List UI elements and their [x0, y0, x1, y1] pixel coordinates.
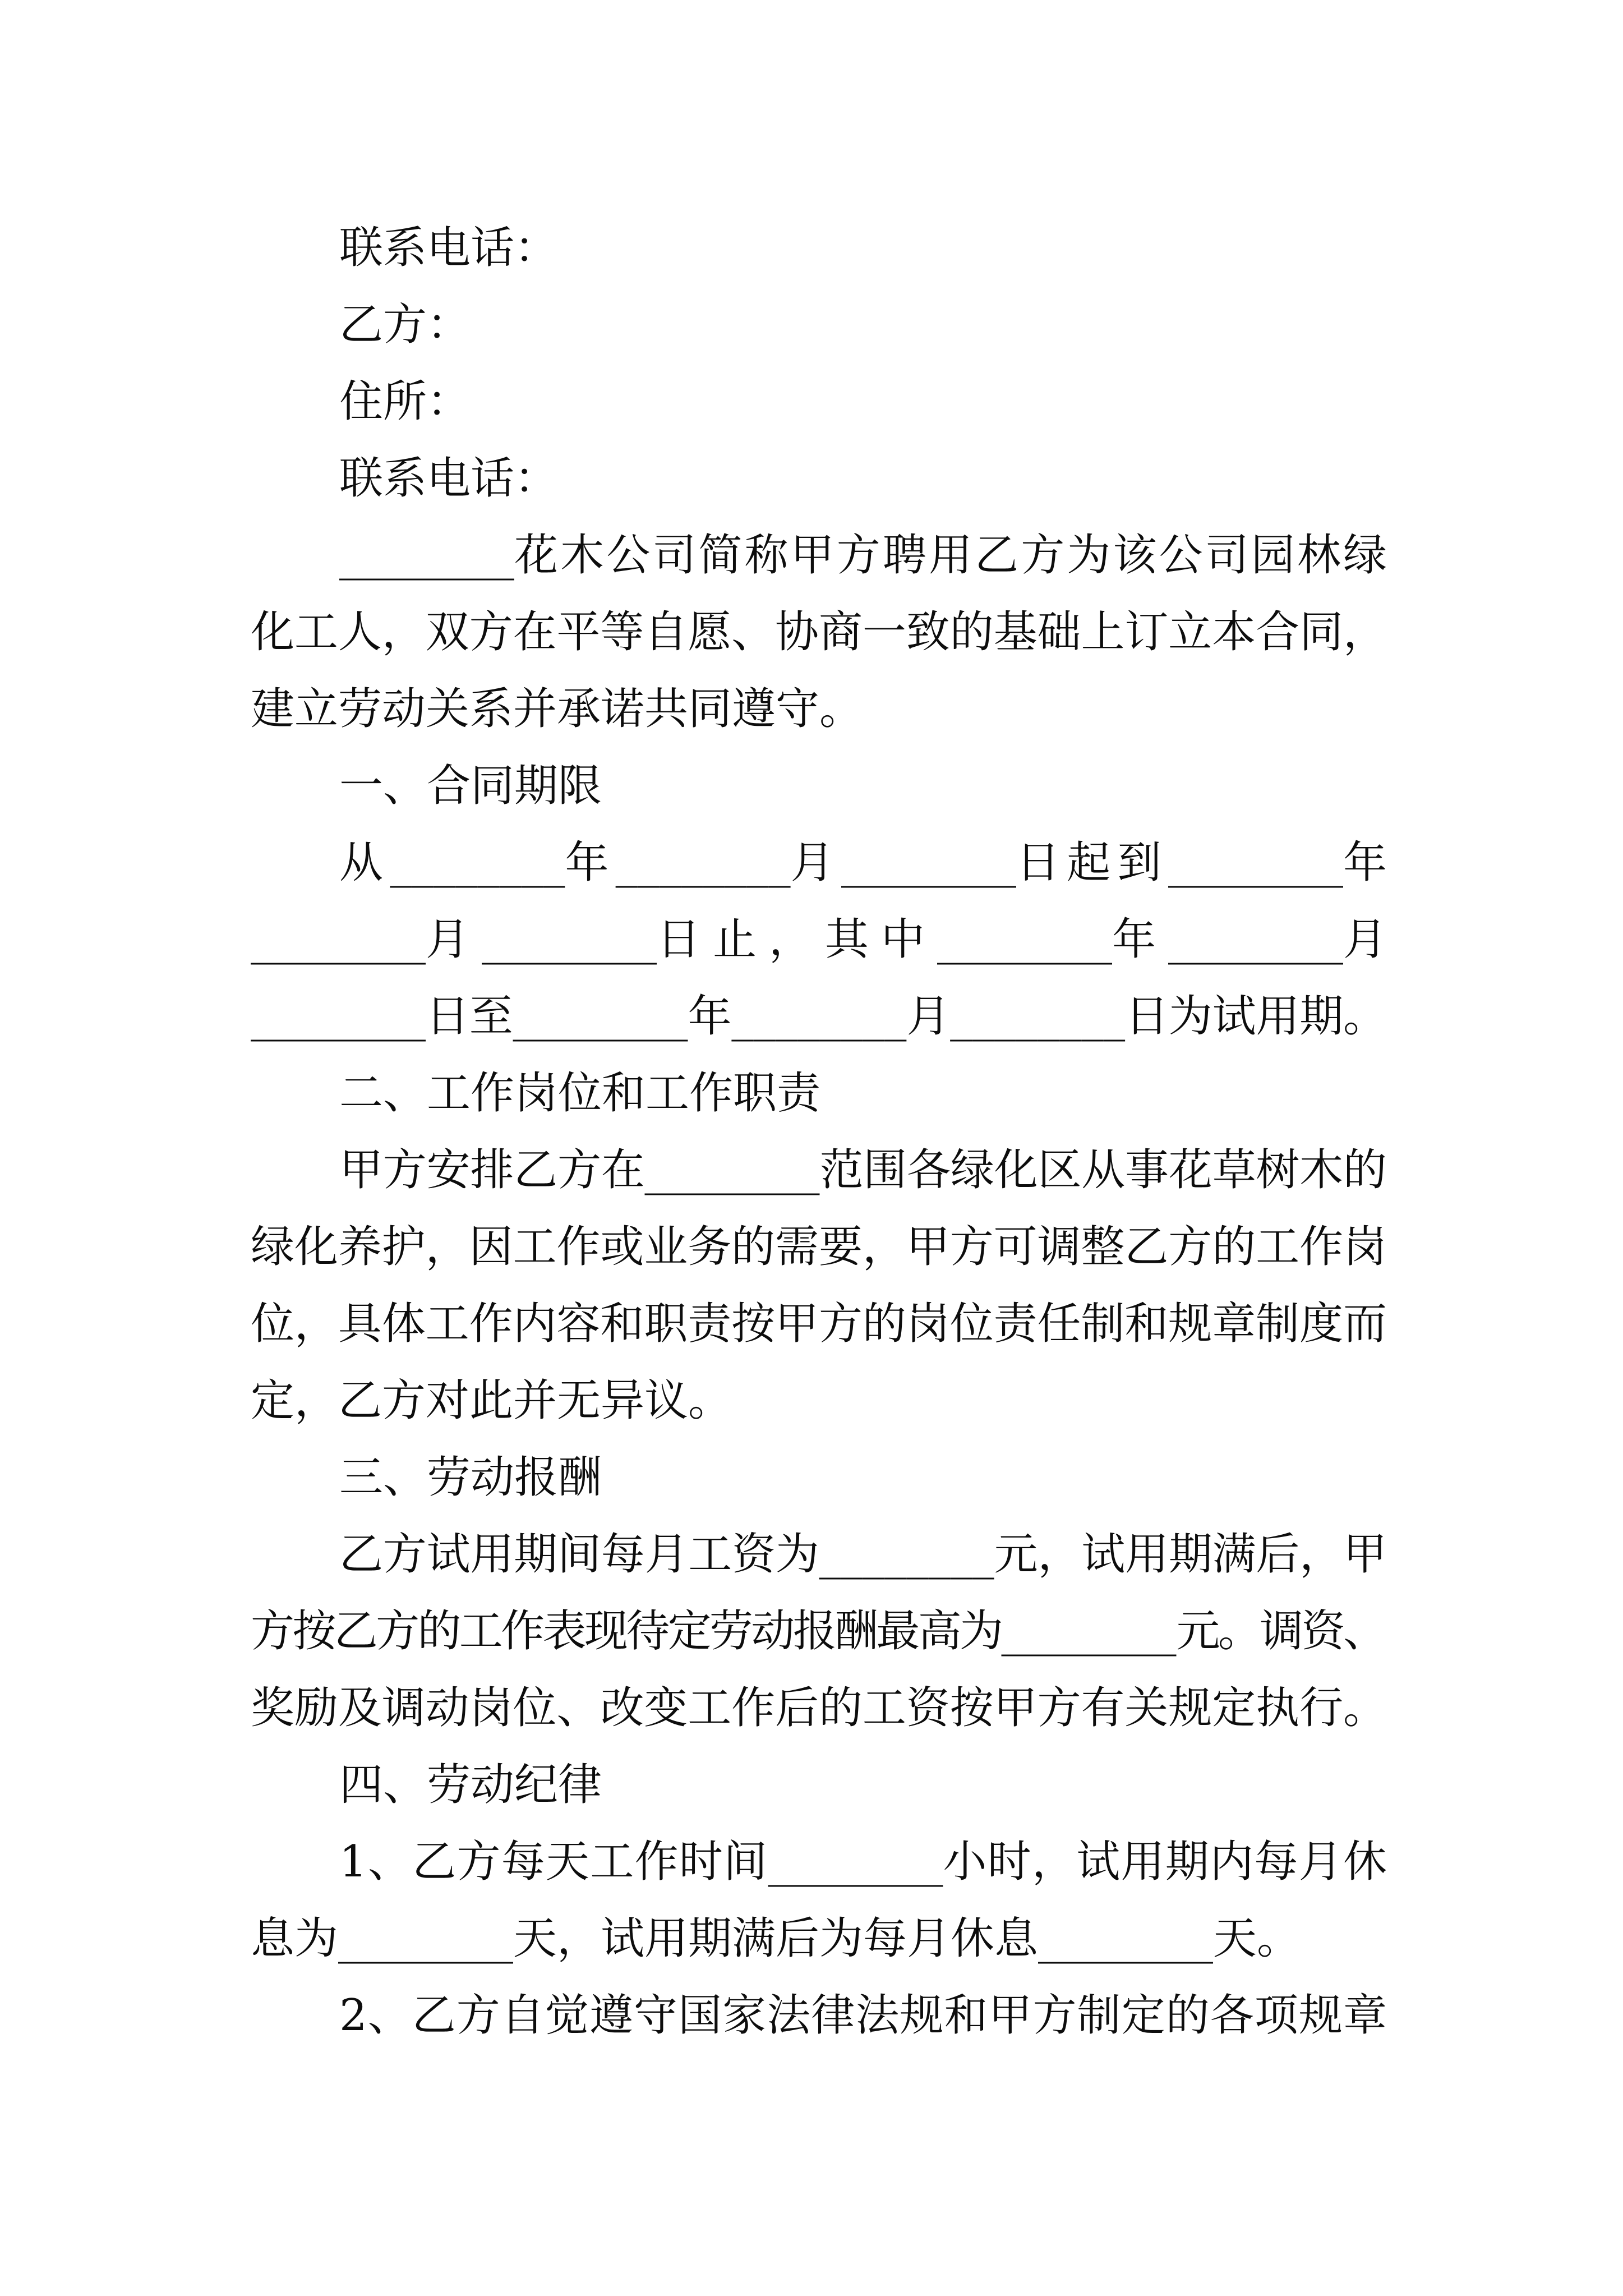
fill-in-blank: ________: [841, 838, 1016, 888]
paragraph: [251, 825, 1399, 1055]
paragraph-item-2: [251, 1977, 1387, 2054]
fill-in-blank: ________: [1001, 1606, 1177, 1657]
section-contract-term: [251, 748, 1399, 1055]
section-job-position: [251, 1055, 1387, 1439]
fill-in-blank: ________: [615, 838, 791, 888]
preamble-paragraph: [251, 517, 1390, 748]
section-remuneration: [251, 1439, 1387, 1747]
fill-in-blank: ________: [1168, 914, 1343, 965]
fill-in-blank: ________: [937, 914, 1112, 965]
party-b-contact-phone-label: 联系电话：: [339, 453, 559, 504]
text-line: 甲方安排乙方在________范围各绿化区从事花草树木的: [339, 1145, 1387, 1195]
fill-in-blank: ________: [819, 1529, 994, 1580]
text-line: 定，乙方对此并无异议。: [251, 1375, 732, 1426]
paragraph: [251, 1516, 1387, 1747]
party-a-contact-phone-label: 联系电话：: [339, 223, 559, 273]
fill-in-blank: ________: [1038, 1913, 1214, 1964]
section-heading: 二、工作岗位和工作职责: [339, 1068, 821, 1119]
text-line: ________日至________年________月________日为试用期。: [251, 991, 1387, 1042]
party-b-address-label: 住所：: [339, 376, 471, 427]
fill-in-blank: ________: [731, 991, 907, 1042]
fill-in-blank: ________: [513, 991, 688, 1042]
section-heading: 四、劳动纪律: [339, 1760, 602, 1810]
paragraph: [251, 1132, 1387, 1439]
fill-in-blank: ________: [251, 991, 426, 1042]
section-heading: 三、劳动报酬: [339, 1452, 602, 1503]
section-heading: 一、合同期限: [339, 761, 602, 811]
party-info: [251, 210, 1387, 517]
text-line: 位，具体工作内容和职责按甲方的岗位责任制和规章制度而: [251, 1299, 1387, 1349]
section-labor-discipline: [251, 1747, 1387, 2054]
text-line: 息为________天，试用期满后为每月休息________天。: [251, 1913, 1301, 1964]
contract-page: [251, 210, 1399, 2054]
fill-in-blank: ________: [950, 991, 1126, 1042]
fill-in-blank: ________: [768, 1837, 943, 1887]
text-line: ________花木公司简称甲方聘用乙方为该公司园林绿: [339, 530, 1390, 581]
text-line: 方按乙方的工作表现待定劳动报酬最高为________元。调资、: [251, 1606, 1385, 1657]
text-line: 乙方试用期间每月工资为________元，试用期满后，甲: [339, 1529, 1387, 1580]
text-line: ________月________日止，其中________年________月: [251, 914, 1399, 965]
party-b-label: 乙方：: [339, 300, 471, 350]
text-line: 2、乙方自觉遵守国家法律法规和甲方制定的各项规章: [339, 1990, 1388, 2041]
fill-in-blank: ________: [644, 1145, 820, 1195]
text-line: 1、乙方每天工作时间________小时，试用期内每月休: [339, 1837, 1388, 1887]
fill-in-blank: ________: [339, 530, 514, 581]
fill-in-blank: ________: [251, 914, 426, 965]
fill-in-blank: ________: [338, 1913, 514, 1964]
text-line: 建立劳动关系并承诺共同遵守。: [251, 684, 864, 734]
fill-in-blank: ________: [390, 838, 565, 888]
fill-in-blank: ________: [482, 914, 657, 965]
text-line: 从________年________月________日起到________年: [339, 838, 1394, 888]
text-line: 化工人，双方在平等自愿、协商一致的基础上订立本合同，: [251, 607, 1387, 657]
fill-in-blank: ________: [1168, 838, 1343, 888]
text-line: 绿化养护，因工作或业务的需要，甲方可调整乙方的工作岗: [251, 1222, 1387, 1272]
text-line: 奖励及调动岗位、改变工作后的工资按甲方有关规定执行。: [251, 1683, 1387, 1733]
paragraph-item-1: [251, 1824, 1387, 1977]
